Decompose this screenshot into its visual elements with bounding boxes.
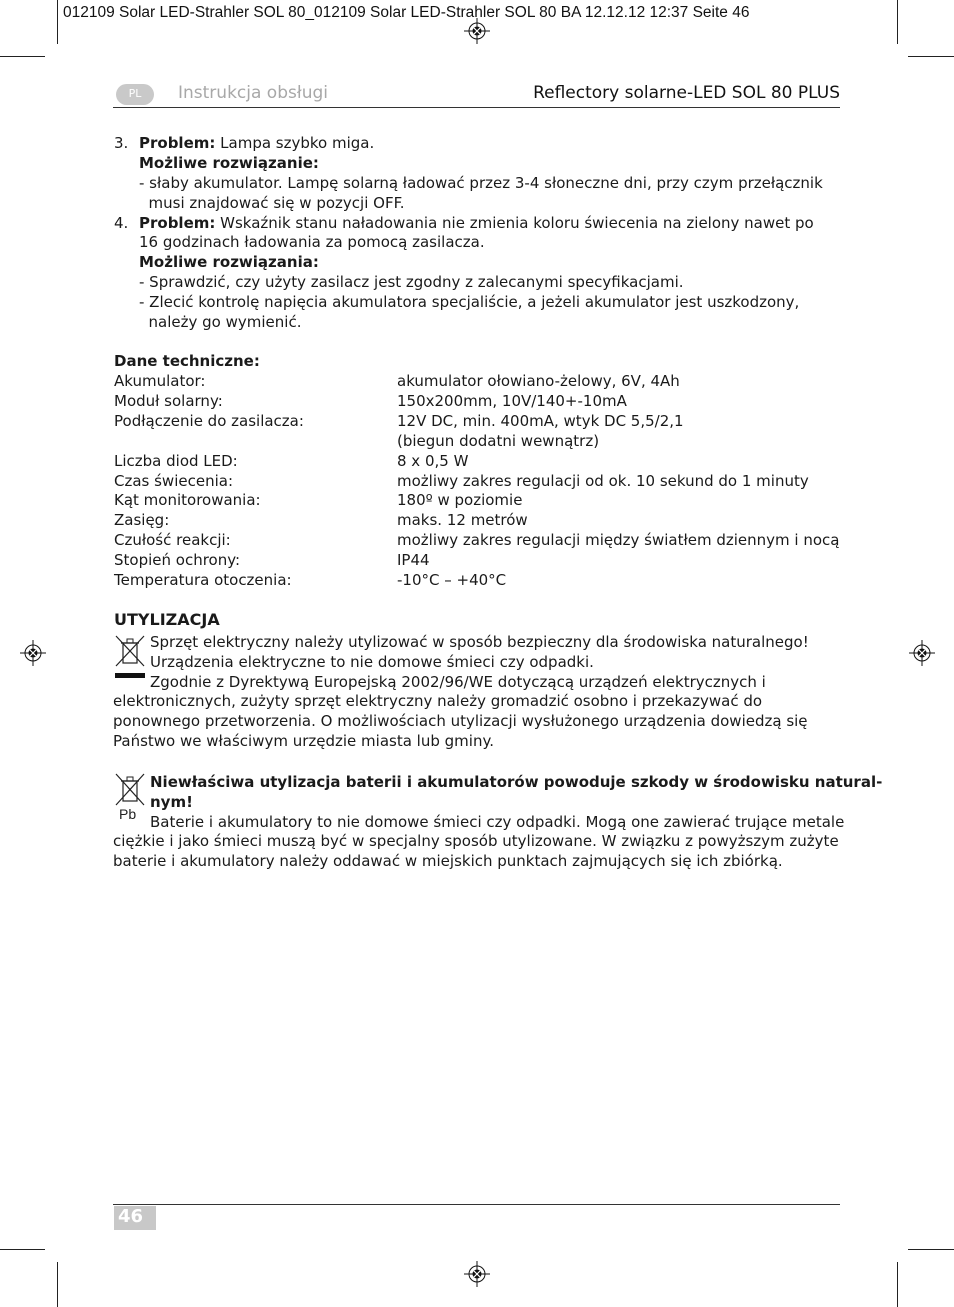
manual-title: Instrukcja obsługi: [178, 83, 328, 103]
crossed-bin-icon: [113, 633, 147, 679]
tech-value: 150x200mm, 10V/140+-10mA: [397, 391, 627, 410]
tech-key: Liczba diod LED:: [114, 451, 238, 470]
tech-value: IP44: [397, 551, 430, 570]
tech-value: 12V DC, min. 400mA, wtyk DC 5,5/2,1: [397, 411, 684, 430]
crop-mark: [908, 56, 954, 57]
tech-value: -10°C – +40°C: [397, 571, 507, 589]
print-slug: 012109 Solar LED-Strahler SOL 80_012109 Solar LED-Strahler SOL 80 BA 12.12.12 12:37 Seite 46: [63, 4, 750, 21]
disposal-line: Zgodnie z Dyrektywą Europejską 2002/96/WE dotyczącą urządzeń elektrycznych i: [150, 673, 766, 691]
tech-key: Moduł solarny:: [114, 391, 223, 410]
tech-key: Stopień ochrony:: [114, 551, 241, 570]
registration-mark-icon: [464, 1261, 490, 1287]
disposal-line: Państwo we właściwym urzędzie miasta lub gminy.: [113, 732, 494, 750]
registration-mark-icon: [909, 640, 935, 666]
battery-line: ciężkie i jako śmieci muszą być w specjalny sposób utylizowane. W związku z powyższym zużyte: [113, 832, 839, 850]
crop-mark: [57, 1262, 58, 1307]
tech-heading: Dane techniczne:: [114, 352, 260, 370]
page-number: 46: [118, 1206, 144, 1227]
page-number-box: [114, 1206, 156, 1230]
problem-statement-cont: 16 godzinach ładowania za pomocą zasilacza.: [139, 233, 485, 251]
battery-warning: Niewłaściwa utylizacja baterii i akumulatorów powoduje szkody w środowisku natural-: [150, 773, 883, 791]
tech-value: (biegun dodatni wewnątrz): [397, 431, 600, 450]
tech-key: Czułość reakcji:: [114, 531, 231, 550]
solution-line: - słaby akumulator. Lampę solarną ładować przez 3-4 słoneczne dni, przy czym przełącznik: [139, 174, 823, 192]
crop-mark: [0, 1249, 45, 1250]
disposal-line: ponownego przetworzenia. O możliwościach utylizacji wysłużonego urządzenia dowiedzą się: [113, 712, 808, 730]
disposal-line: elektronicznych, zużyty sprzęt elektryczny należy gromadzić osobno i przekazywać do: [113, 692, 763, 710]
battery-line: baterie i akumulatory należy oddawać w miejskich punktach zajmujących się ich zbiórką.: [113, 852, 783, 870]
footer-rule: [113, 1204, 840, 1205]
tech-value: maks. 12 metrów: [397, 511, 528, 530]
crop-mark: [897, 0, 898, 44]
tech-key: Czas świecenia:: [114, 471, 233, 490]
problem-statement: Problem: Wskaźnik stanu naładowania nie zmienia koloru świecenia na zielony nawet po: [139, 214, 814, 232]
disposal-line: Urządzenia elektryczne to nie domowe śmieci czy odpadki.: [150, 653, 594, 671]
problem-statement: Problem: Lampa szybko miga.: [139, 134, 375, 152]
solution-label: Możliwe rozwiązania:: [139, 253, 319, 271]
problem-number: 4.: [114, 214, 129, 232]
tech-key: Zasięg:: [114, 511, 170, 530]
solution-line: musi znajdować się w pozycji OFF.: [139, 194, 405, 212]
lead-symbol-label: Pb: [119, 806, 137, 822]
tech-value: możliwy zakres regulacji od ok. 10 sekund do 1 minuty: [397, 471, 809, 490]
tech-key: Podłączenie do zasilacza:: [114, 411, 304, 430]
crop-mark: [57, 0, 58, 44]
crop-mark: [897, 1262, 898, 1307]
disposal-heading: UTYLIZACJA: [114, 610, 220, 629]
tech-key: Akumulator:: [114, 372, 206, 390]
language-badge: [116, 84, 154, 105]
solution-line: - Sprawdzić, czy użyty zasilacz jest zgodny z zalecanymi specyfikacjami.: [139, 273, 684, 291]
tech-value: 180º w poziomie: [397, 491, 523, 510]
disposal-line: Sprzęt elektryczny należy utylizować w sposób bezpieczny dla środowiska naturalnego!: [150, 633, 809, 651]
registration-mark-icon: [20, 640, 46, 666]
product-title: Reflectory solarne-LED SOL 80 PLUS: [533, 83, 840, 103]
tech-value: możliwy zakres regulacji między światłem dziennym i nocą: [397, 531, 840, 550]
tech-value: 8 x 0,5 W: [397, 451, 469, 470]
solution-label: Możliwe rozwiązanie:: [139, 154, 319, 172]
solution-line: - Zlecić kontrolę napięcia akumulatora specjaliście, a jeżeli akumulator jest uszkodzony,: [139, 293, 800, 311]
solution-line: należy go wymienić.: [139, 313, 302, 331]
tech-key: Kąt monitorowania:: [114, 491, 261, 510]
battery-warning-cont: nym!: [150, 793, 193, 811]
problem-number: 3.: [114, 134, 129, 152]
language-badge-label: PL: [128, 87, 142, 100]
battery-line: Baterie i akumulatory to nie domowe śmieci czy odpadki. Mogą one zawierać trujące metale: [150, 813, 845, 831]
header-rule: [113, 107, 840, 108]
crop-mark: [0, 56, 45, 57]
crop-mark: [908, 1249, 954, 1250]
tech-value: akumulator ołowiano-żelowy, 6V, 4Ah: [397, 372, 680, 390]
tech-key: Temperatura otoczenia:: [114, 571, 292, 589]
